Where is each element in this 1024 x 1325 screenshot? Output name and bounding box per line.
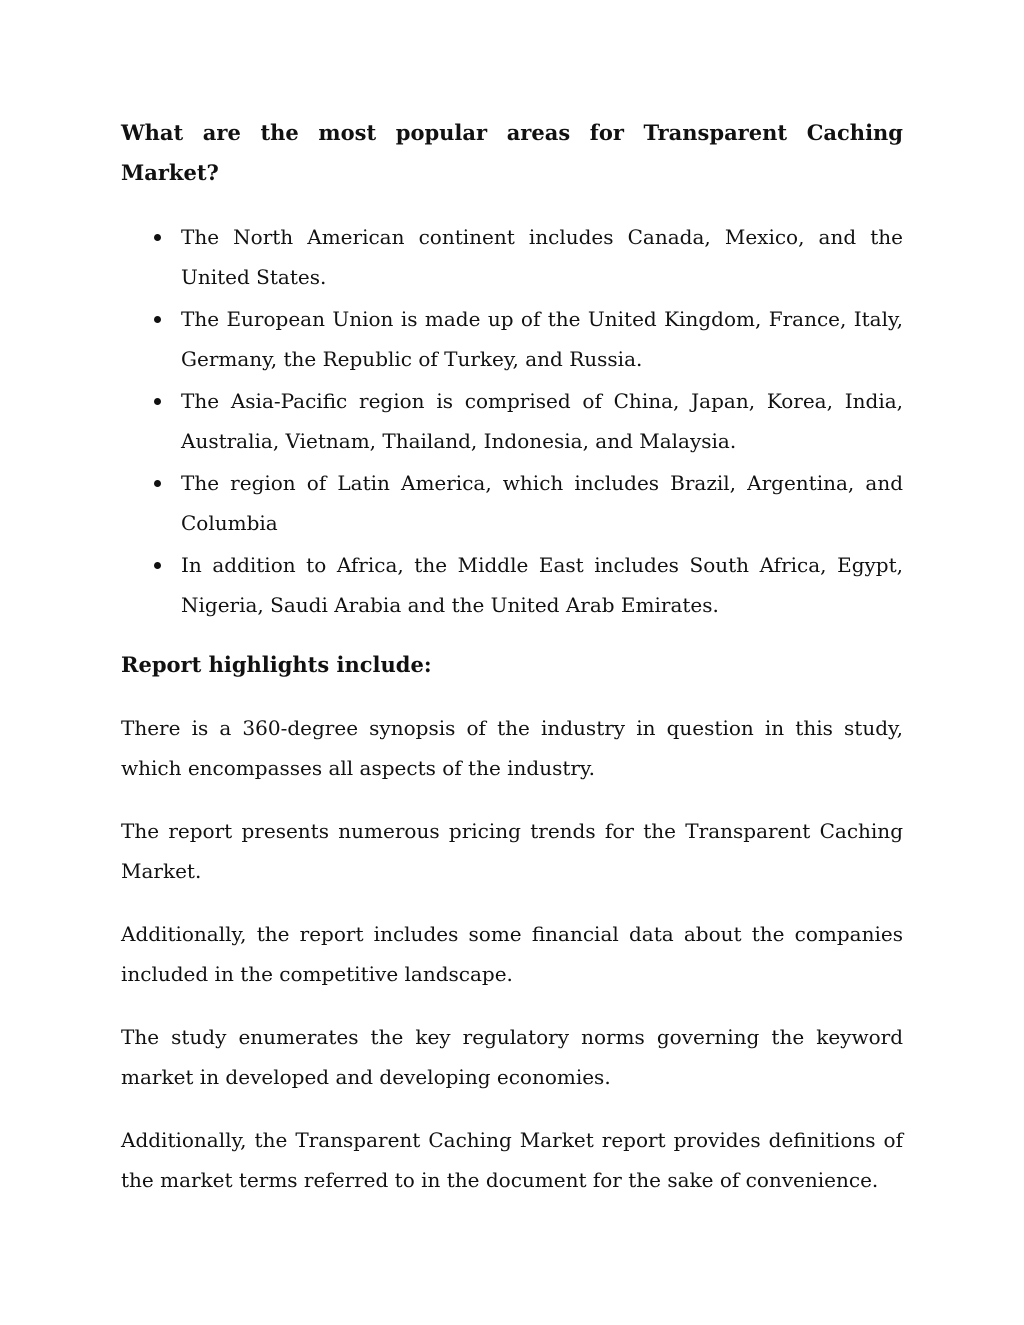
- list-item: [181, 463, 903, 543]
- list-item: [181, 381, 903, 461]
- list-item: [181, 545, 903, 625]
- bullet-icon: [154, 234, 161, 241]
- paragraph: There is a 360-degree synopsis of the industry in question in this study, which encompasses all aspects of the industry.: [121, 716, 903, 780]
- regions-list: [121, 217, 903, 625]
- paragraph: The study enumerates the key regulatory norms governing the keyword market in developed and developing economies.: [121, 1025, 903, 1089]
- document-page: [121, 113, 903, 1223]
- paragraph: The report presents numerous pricing trends for the Transparent Caching Market.: [121, 819, 903, 883]
- list-item-text: In addition to Africa, the Middle East includes South Africa, Egypt, Nigeria, Saudi Arabia and the United Arab Emirates.: [181, 553, 903, 617]
- section-heading-popular-areas: What are the most popular areas for Transparent Caching Market?: [121, 120, 903, 185]
- section-heading-report-highlights: Report highlights include:: [121, 652, 432, 677]
- list-item-text: The Asia-Pacific region is comprised of China, Japan, Korea, India, Australia, Vietnam, Thailand, Indonesia, and Malaysia.: [181, 389, 903, 453]
- list-item: [181, 217, 903, 297]
- bullet-icon: [154, 316, 161, 323]
- list-item: [181, 299, 903, 379]
- list-item-text: The region of Latin America, which includes Brazil, Argentina, and Columbia: [181, 471, 903, 535]
- list-item-text: The European Union is made up of the United Kingdom, France, Italy, Germany, the Republic of Turkey, and Russia.: [181, 307, 903, 371]
- paragraph: Additionally, the Transparent Caching Market report provides definitions of the market terms referred to in the document for the sake of convenience.: [121, 1128, 903, 1192]
- bullet-icon: [154, 562, 161, 569]
- bullet-icon: [154, 480, 161, 487]
- paragraph: Additionally, the report includes some financial data about the companies included in the competitive landscape.: [121, 922, 903, 986]
- list-item-text: The North American continent includes Canada, Mexico, and the United States.: [181, 225, 903, 289]
- bullet-icon: [154, 398, 161, 405]
